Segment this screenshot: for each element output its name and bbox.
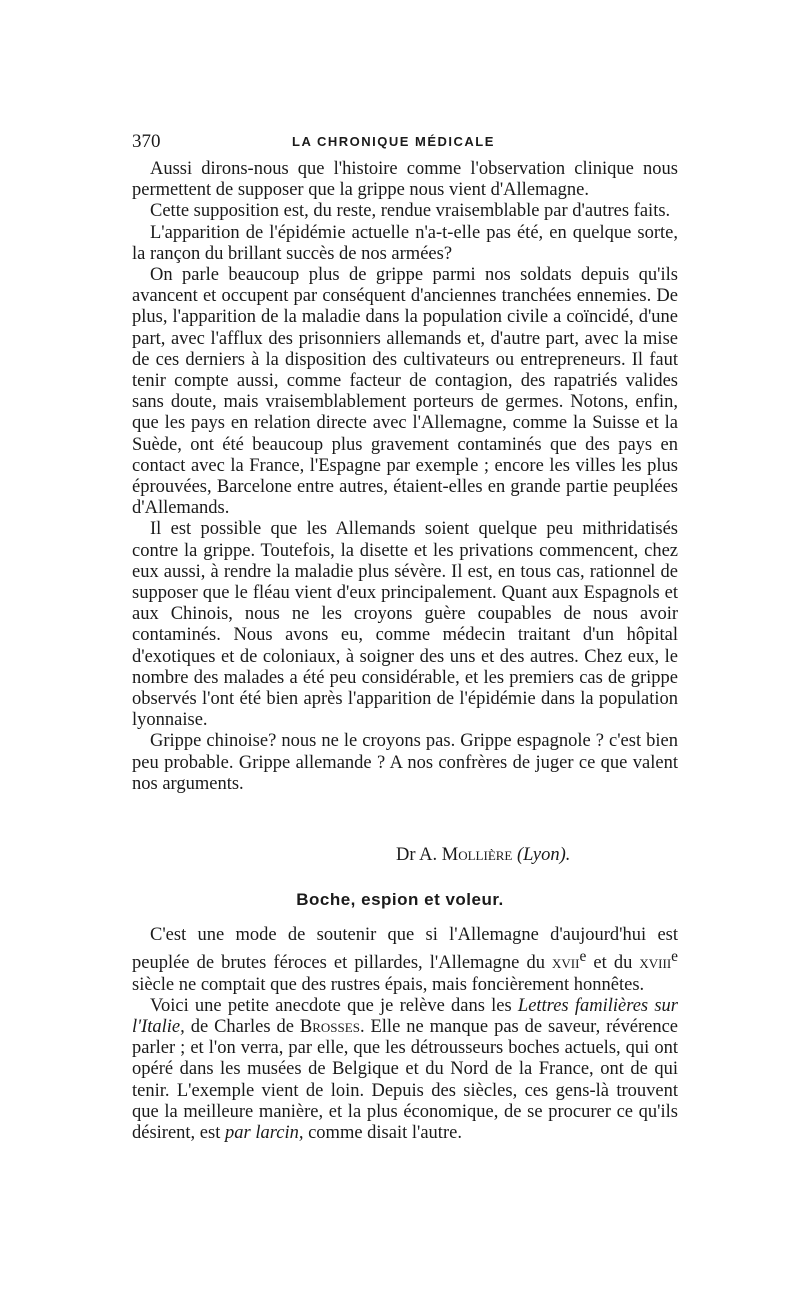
running-head [132,131,678,155]
work-title: Lettres familières sur l'Italie, [132,995,678,1037]
italic-phrase: par larcin, [225,1122,304,1143]
journal-title: LA CHRONIQUE MÉDICALE [292,134,495,149]
paragraph: L'apparition de l'épidémie actuelle n'a-t-elle pas été, en quelque sorte, la rançon du brillant succès de nos armées? [132,222,678,264]
page-number: 370 [132,131,161,152]
article-grippe-body [132,159,678,795]
text-run: de Charles de [184,1016,300,1037]
paragraph [132,996,678,1144]
author-signature [396,845,570,866]
text-run: comme disait l'autre. [303,1122,462,1143]
text-run: et du [586,953,640,974]
text-run: siècle ne comptait que des rustres épais, mais foncièrement honnêtes. [132,974,645,995]
signature-city: (Lyon). [517,845,571,865]
text-run: Voici une petite anecdote que je relève dans les [150,995,518,1016]
signature-name: Mollière [441,845,513,865]
paragraph [132,925,678,996]
paragraph: On parle beaucoup plus de grippe parmi nos soldats depuis qu'ils avancent et occupent par conséquent d'anciennes tranchées ennemies. De plus, l'apparition de la maladie dans la population civile a coïncidé, d'une part, avec l'afflux des prisonniers allemands et, d'autre part, avec la mise de ces derniers à la disposition des cultivateurs ou entrepreneurs. Il faut tenir compte aussi, comme facteur de contagion, des rapatriés valides sans doute, mais vraisemblablement porteurs de germes. Notons, enfin, que les pays en relation directe avec l'Allemagne, comme la Suisse et la Suède, ont été beaucoup plus gravement contaminés que des pays en contact avec la France, l'Espagne par exemple ; encore les villes les plus éprouvées, Barcelone entre autres, étaient-elles en grande partie peuplées d'Allemands. [132,265,678,519]
ordinal-suffix: e [671,948,678,966]
section-heading: Boche, espion et voleur. [296,890,504,909]
text-run: . Elle ne manque pas de saveur, révérence parler ; et l'on verra, par elle, que les détrousseurs boches actuels, qui ont opéré dans les musées de Belgique et du Nord de la France, ont de qui tenir. L'exemple vient de loin. Depuis des siècles, ces gens-là trouvent que la meilleure manière, et la plus économique, de se procurer ce qu'ils désirent, est [132,1016,679,1143]
paragraph: Cette supposition est, du reste, rendue vraisemblable par d'autres faits. [150,201,671,222]
ordinal-suffix: e [579,948,587,966]
paragraph: Il est possible que les Allemands soient quelque peu mithridatisés contre la grippe. Toutefois, la disette et les privations commencent, chez eux aussi, à rendre la maladie plus sévère. Il est, en tous cas, rationnel de supposer que le fléau vient d'eux principalement. Quant aux Espagnols et aux Chinois, nous ne les croyons guère coupables de nous avoir contaminés. Nous avons eu, comme médecin traitant d'un hôpital d'exotiques et de coloniaux, à soigner des uns et des autres. Chez eux, le nombre des malades a été peu considérable, et les premiers cas de grippe observés l'ont été bien après l'apparition de l'épidémie dans la population lyonnaise. [132,519,678,731]
article-boche-body [132,925,678,1144]
text-run: C'est une mode de soutenir que si l'Allemagne d'aujourd'hui est peuplée de brutes féroces et pillardes, l'Allemagne du [132,925,678,974]
paragraph: Aussi dirons-nous que l'histoire comme l'observation clinique nous permettent de supposer que la grippe nous vient d'Allemagne. [132,159,678,201]
signature-initial: A. [419,845,438,865]
signature-title: Dr [396,845,416,865]
paragraph: Grippe chinoise? nous ne le croyons pas. Grippe espagnole ? c'est bien peu probable. Grippe allemande ? A nos confrères de juger ce que valent nos arguments. [132,731,678,794]
century-numeral: xviii [639,953,672,974]
author-name: Brosses [299,1016,360,1037]
century-numeral: xvii [552,953,580,974]
